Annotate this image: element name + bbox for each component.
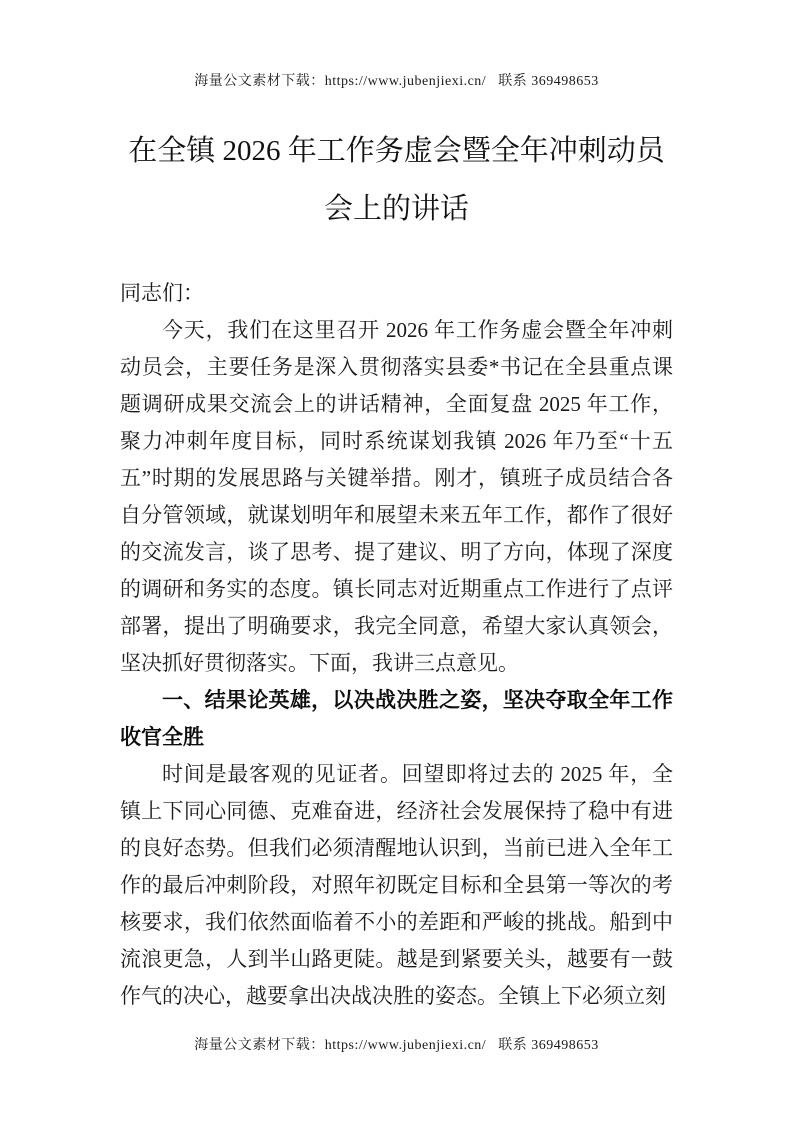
salutation: 同志们： [120,281,204,305]
section-heading-one: 一、结果论英雄，以决战决胜之姿，坚决夺取全年工作收官全胜 [120,689,673,749]
paragraph-opening: 今天，我们在这里召开 2026 年工作务虚会暨全年冲刺动员会，主要任务是深入贯彻落实县委*书记在全县重点课题调研成果交流会上的讲话精神，全面复盘 2025 年工作，聚力冲刺年度目标，同时系统谋划我镇 2026 年乃至“十五五”时期的发展思路与关键举措。刚才，镇班子成员结合各自分管领域，就谋划明年和展望未来五年工作，都作了很好的交流发言，谈了思考、提了建议、明了方向，体现了深度的调研和务实的态度。镇长同志对近期重点工作进行了点评部署，提出了明确要求，我完全同意，希望大家认真领会，坚决抓好贯彻落实。下面，我讲三点意见。 [120,318,673,675]
paragraph-section-one: 时间是最客观的见证者。回望即将过去的 2025 年，全镇上下同心同德、克难奋进，经济社会发展保持了稳中有进的良好态势。但我们必须清醒地认识到，当前已进入全年工作的最后冲刺阶段，对照年初既定目标和全县第一等次的考核要求，我们依然面临着不小的差距和严峻的挑战。船到中流浪更急，人到半山路更陡。越是到紧要关头，越要有一鼓作气的决心，越要拿出决战决胜的姿态。全镇上下必须立刻 [120,762,673,1008]
header-watermark-note: 海量公文素材下载：https://www.jubenjiexi.cn/ 联系 369498653 [194,74,599,89]
document-body [120,275,673,1015]
document-title: 在全镇 2026 年工作务虚会暨全年冲刺动员会上的讲话 [128,135,665,225]
footer-watermark-note: 海量公文素材下载：https://www.jubenjiexi.cn/ 联系 369498653 [194,1038,599,1053]
